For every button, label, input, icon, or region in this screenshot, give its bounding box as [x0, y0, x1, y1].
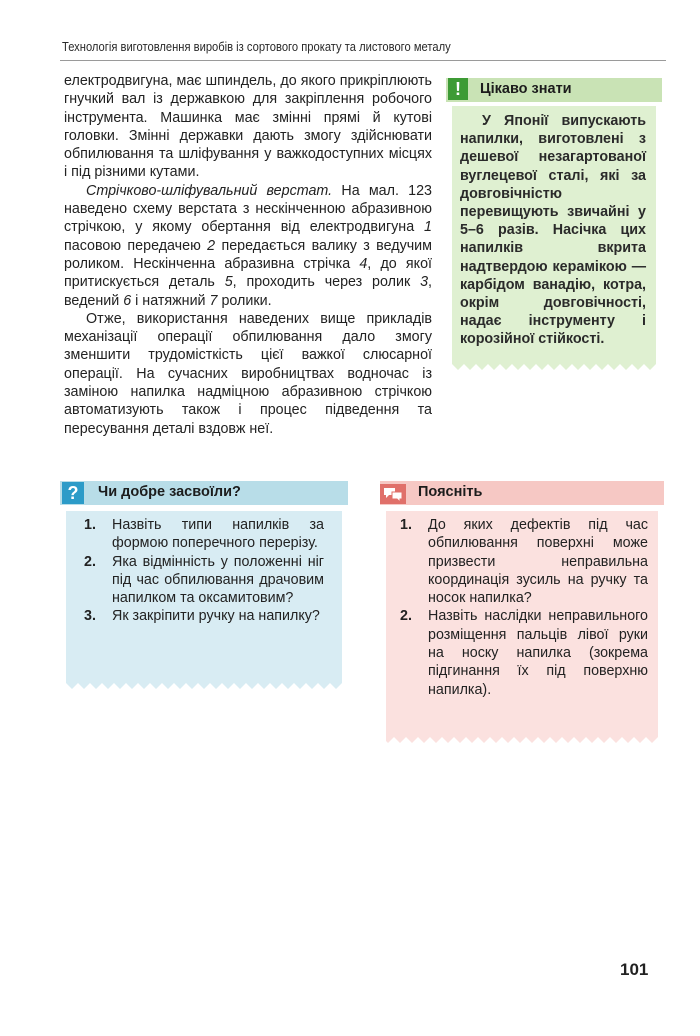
- explain-title: Поясніть: [418, 484, 483, 500]
- p2-text-4: , до якої притискується деталь: [64, 255, 432, 291]
- review-questions-list: [84, 516, 324, 626]
- explain-body: [386, 511, 658, 735]
- interesting-facts-title: Цікаво знати: [480, 81, 572, 97]
- paragraph-1: електродвигуна, має шпиндель, до якого прикріплюють гнучкий вал із державкою для закріплення робочого інструмента. Машинка має змінні прямі й кутові головки. Змінні державки дають змогу здійснювати обпилювання та шліфування у важкодоступних місцях і під різними кутами.: [64, 73, 432, 181]
- review-question-2-number: 2.: [84, 553, 96, 570]
- review-question-1-number: 1.: [84, 517, 96, 533]
- p2-num-4: 4: [359, 255, 368, 272]
- review-questions-header: [60, 481, 348, 505]
- p2-num-5: 5: [224, 274, 233, 291]
- interesting-facts-header: [446, 78, 662, 102]
- explain-question-1: [400, 516, 648, 607]
- p2-text-3: передається валику з ведучим роликом. Нескінченна абразивна стрічка: [64, 237, 432, 272]
- review-question-2: [84, 553, 324, 608]
- review-question-3-text: Як закріпити ручку на напилку?: [112, 608, 320, 625]
- p2-text-7: і натяжний: [131, 292, 210, 309]
- p2-num-3: 3: [420, 274, 429, 291]
- interesting-facts-body: [452, 106, 656, 362]
- review-question-1: [84, 516, 324, 553]
- explain-header: [380, 481, 664, 505]
- paragraph-2: [64, 182, 432, 310]
- review-question-3: [84, 607, 324, 625]
- running-head: Технологія виготовлення виробів із сортового прокату та листового металу: [62, 39, 451, 54]
- speech-bubbles-icon: [380, 484, 406, 504]
- review-question-1-text: Назвіть типи напилків за формою поперечного перерізу.: [112, 517, 324, 552]
- header-rule: [60, 60, 666, 61]
- review-question-2-text: Яка відмінність у положенні ніг під час обпилювання драчовим напилком та оксамитовим?: [112, 553, 324, 607]
- explain-zigzag-edge: [386, 735, 658, 745]
- explain-question-1-number: 1.: [400, 517, 412, 533]
- explain-question-1-text: До яких дефектів під час обпилювання поверхні може призвести неправильна координація зусиль на ручку та носок напилка?: [428, 517, 648, 607]
- explain-list: [400, 516, 648, 699]
- p2-num-1: 1: [424, 219, 432, 236]
- p2-text-6: , ведений: [64, 274, 432, 309]
- explain-question-2-text: Назвіть наслідки неправильного розміщення пальців лівої руки на носку напилка (зокрема підгинання їх під поверхню напилка).: [428, 608, 648, 698]
- review-question-3-number: 3.: [84, 608, 96, 625]
- page-number: 101: [620, 960, 649, 979]
- paragraph-2-lead: Стрічково-шліфувальний верстат.: [86, 182, 333, 199]
- p2-text-8: ролики.: [217, 292, 272, 309]
- explain-question-2-number: 2.: [400, 608, 412, 625]
- review-questions-zigzag-edge: [66, 681, 342, 691]
- paragraph-3: Отже, використання наведених вище прикладів механізації операції обпилювання дало змогу зменшити трудомісткість цієї важкої слюсарної операції. На сучасних виробництвах водночас із заміною напилка надміцною абразивною стрічкою автоматизують також і процес підведення та пересування деталі вздовж неї.: [64, 310, 432, 437]
- p2-text-5: , проходить через ролик: [232, 274, 421, 291]
- p2-text-2: пасовою передачею: [64, 237, 208, 254]
- interesting-facts-box: [446, 78, 662, 374]
- interesting-facts-text: У Японії випускають напилки, виготовлені з дешевої незагартованої вуглецевої сталі, які за довговічністю перевищують звичайні у 5–6 разів. Насічка цих напилків вкрита надтвердою керамікою — карбідом ванадію, котра, окрім довговічності, надає інструменту і корозійної стійкості.: [460, 113, 646, 348]
- review-questions-body: [66, 511, 342, 681]
- p2-text-1: На мал. 123 наведено схему верстата з нескінченною абразивною стрічкою, у якому обертання від електродвигуна: [64, 182, 432, 236]
- p2-num-2: 2: [207, 237, 216, 254]
- interesting-facts-zigzag-edge: [452, 362, 656, 372]
- question-mark-icon: ?: [62, 482, 84, 504]
- exclamation-icon: !: [448, 78, 468, 100]
- p2-num-6: 6: [123, 292, 132, 309]
- p2-num-7: 7: [209, 292, 218, 309]
- review-questions-title: Чи добре засвоїли?: [98, 484, 241, 500]
- explain-question-2: [400, 607, 648, 698]
- main-text-column: [64, 72, 432, 438]
